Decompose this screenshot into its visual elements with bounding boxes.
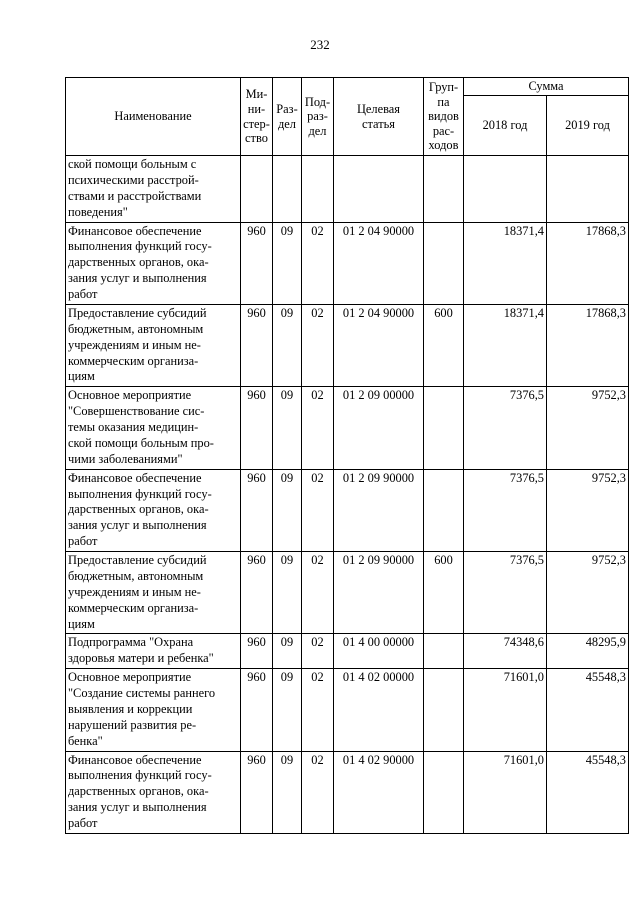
cell-name-line: циям [68,616,95,631]
cell-section: 09 [273,634,302,669]
header-expense-group [424,78,464,156]
cell-name-line: циям [68,369,95,384]
cell-name [66,304,241,386]
header-subsection [302,78,334,156]
cell-sum-2018: 18371,4 [464,304,547,386]
cell-name-line: Основное мероприятие [68,670,192,685]
header-line: ни- [247,101,266,116]
cell-ministry: 960 [241,634,273,669]
cell-name-line: Основное мероприятие [68,388,192,403]
cell-sum-2018 [464,156,547,223]
header-line: рас- [432,123,455,138]
header-line: ходов [428,138,459,153]
cell-name [66,222,241,304]
cell-target-article [334,156,424,223]
header-line: Под- [304,94,331,109]
cell-subsection: 02 [302,387,334,469]
cell-name-line: работ [68,534,98,549]
cell-name-line: Финансовое обеспечение [68,752,202,767]
header-ministry [241,78,273,156]
cell-name-line: выявления и коррекции [68,701,193,716]
cell-sum-2018: 18371,4 [464,222,547,304]
cell-subsection: 02 [302,304,334,386]
cell-subsection: 02 [302,552,334,634]
cell-sum-2019: 9752,3 [547,387,629,469]
header-section [273,78,302,156]
cell-name [66,751,241,833]
cell-expense-group: 600 [424,304,464,386]
cell-name-line: выполнения функций госу- [68,239,212,254]
cell-name-line: дарственных органов, ока- [68,502,209,517]
header-name: Наименование [66,78,241,156]
cell-name-line: Финансовое обеспечение [68,470,202,485]
cell-section: 09 [273,669,302,751]
cell-name [66,669,241,751]
cell-sum-2019: 17868,3 [547,304,629,386]
cell-name-line: "Создание системы раннего [68,686,216,700]
cell-target-article: 01 2 04 90000 [334,222,424,304]
header-line: ство [245,131,268,146]
cell-section: 09 [273,552,302,634]
header-line: Целевая [356,101,401,116]
cell-name-line: зания услуг и выполнения [68,518,207,533]
cell-subsection: 02 [302,634,334,669]
cell-name-line: учреждениям и иным не- [68,337,201,352]
cell-expense-group [424,634,464,669]
table-row [66,669,629,751]
cell-ministry: 960 [241,751,273,833]
cell-target-article: 01 2 09 90000 [334,469,424,551]
cell-ministry: 960 [241,387,273,469]
cell-name-line: выполнения функций госу- [68,768,212,783]
header-line: Ми- [245,87,268,102]
cell-subsection [302,156,334,223]
cell-sum-2019: 9752,3 [547,469,629,551]
header-line: дел [278,116,296,131]
cell-name-line: ствами и расстройствами [68,188,202,203]
budget-table [65,77,629,834]
cell-name-line: ской помощи больным с [68,157,197,171]
header-line: Груп- [428,79,459,94]
header-year-2018: 2018 год [464,96,547,156]
cell-name [66,469,241,551]
cell-name-line: бюджетным, автономным [68,568,204,583]
cell-section: 09 [273,222,302,304]
table-row [66,304,629,386]
cell-target-article: 01 4 02 00000 [334,669,424,751]
cell-section: 09 [273,469,302,551]
cell-name-line: дарственных органов, ока- [68,784,209,799]
cell-name-line: поведения" [68,204,128,219]
cell-sum-2018: 71601,0 [464,751,547,833]
cell-name-line: ской помощи больным про- [68,435,214,450]
cell-name [66,387,241,469]
cell-ministry: 960 [241,669,273,751]
header-line: па [437,94,450,109]
cell-name-line: бюджетным, автономным [68,321,204,336]
table-row [66,634,629,669]
cell-name-line: дарственных органов, ока- [68,255,209,270]
page-number: 232 [310,37,330,52]
header-line: стер- [243,116,270,131]
cell-section [273,156,302,223]
cell-name-line: бенка" [68,733,103,748]
cell-expense-group [424,751,464,833]
cell-name-line: Подпрограмма "Охрана [68,635,194,650]
cell-sum-2018: 74348,6 [464,634,547,669]
cell-section: 09 [273,387,302,469]
table-row [66,552,629,634]
header-target [334,78,424,156]
cell-subsection: 02 [302,751,334,833]
cell-sum-2019: 17868,3 [547,222,629,304]
header-line: видов [428,109,459,124]
cell-subsection: 02 [302,669,334,751]
cell-name-line: здоровья матери и ребенка" [68,651,214,666]
cell-name-line: работ [68,816,98,830]
cell-name-line: коммерческим организа- [68,353,199,368]
cell-name-line: учреждениям и иным не- [68,584,201,599]
cell-section: 09 [273,751,302,833]
cell-sum-2018: 71601,0 [464,669,547,751]
cell-name-line: чими заболеваниями" [68,451,183,466]
cell-sum-2018: 7376,5 [464,387,547,469]
cell-name-line: Финансовое обеспечение [68,223,202,238]
cell-sum-2019: 9752,3 [547,552,629,634]
cell-subsection: 02 [302,469,334,551]
header-line: Раз- [276,101,298,116]
cell-name-line: психическими расстрой- [68,172,199,187]
cell-target-article: 01 4 00 00000 [334,634,424,669]
cell-sum-2018: 7376,5 [464,552,547,634]
cell-target-article: 01 4 02 90000 [334,751,424,833]
cell-expense-group [424,387,464,469]
cell-name [66,634,241,669]
cell-ministry: 960 [241,304,273,386]
cell-sum-2018: 7376,5 [464,469,547,551]
cell-name [66,552,241,634]
table-row [66,387,629,469]
cell-ministry: 960 [241,552,273,634]
header-line: раз- [307,109,328,124]
cell-sum-2019: 45548,3 [547,751,629,833]
table-body [66,156,629,834]
header-line: дел [308,123,327,138]
cell-section: 09 [273,304,302,386]
cell-name-line: выполнения функций госу- [68,486,212,501]
cell-target-article: 01 2 09 00000 [334,387,424,469]
table-row [66,156,629,223]
cell-name-line: нарушений развития ре- [68,717,197,732]
cell-expense-group [424,469,464,551]
cell-subsection: 02 [302,222,334,304]
table-row [66,469,629,551]
cell-name-line: коммерческим организа- [68,600,199,615]
cell-name-line: зания услуг и выполнения [68,271,207,286]
cell-name-line: Предоставление субсидий [68,305,207,320]
header-year-2019: 2019 год [547,96,629,156]
cell-target-article: 01 2 04 90000 [334,304,424,386]
cell-name [66,156,241,223]
cell-name-line: зания услуг и выполнения [68,800,207,815]
cell-name-line: работ [68,287,98,301]
cell-name-line: "Совершенствование сис- [68,404,205,419]
table-row [66,222,629,304]
cell-sum-2019: 45548,3 [547,669,629,751]
cell-sum-2019 [547,156,629,223]
cell-expense-group: 600 [424,552,464,634]
table-row [66,751,629,833]
header-line: статья [361,116,395,131]
cell-name-line: Предоставление субсидий [68,553,207,567]
cell-sum-2019: 48295,9 [547,634,629,669]
cell-ministry [241,156,273,223]
cell-target-article: 01 2 09 90000 [334,552,424,634]
cell-expense-group [424,156,464,223]
cell-ministry: 960 [241,222,273,304]
cell-ministry: 960 [241,469,273,551]
cell-expense-group [424,669,464,751]
cell-name-line: темы оказания медицин- [68,420,199,434]
cell-expense-group [424,222,464,304]
header-sum: Сумма [464,78,629,96]
